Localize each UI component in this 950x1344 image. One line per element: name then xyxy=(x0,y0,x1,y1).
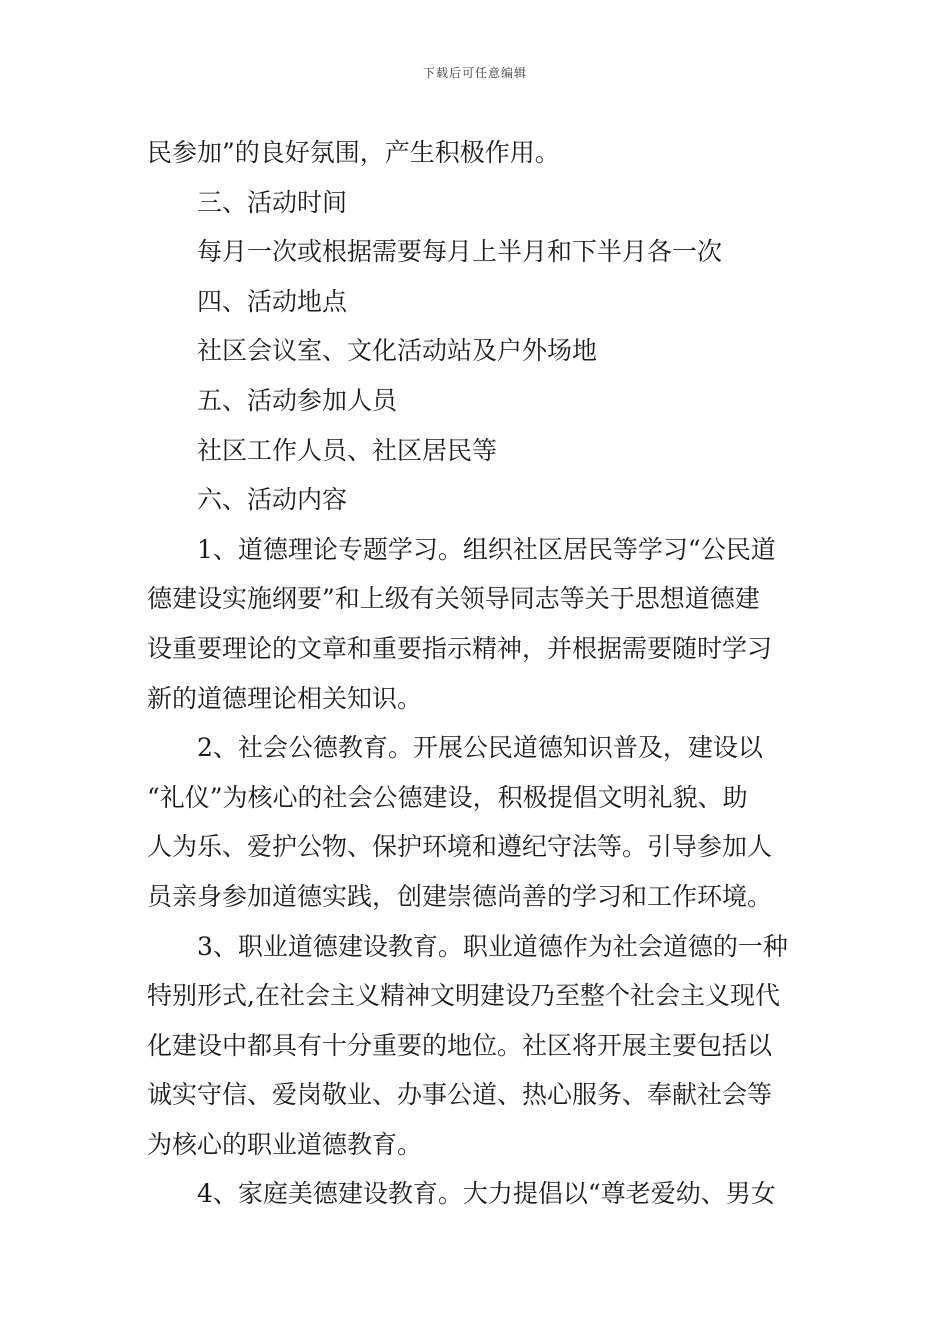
text-line: 为核心的职业道德教育。 xyxy=(147,1129,423,1159)
text-line: 特别形式,在社会主义精神文明建设乃至整个社会主义现代 xyxy=(147,981,780,1011)
text-line: 社区工作人员、社区居民等 xyxy=(197,435,498,465)
text-line: 化建设中都具有十分重要的地位。社区将开展主要包括以 xyxy=(147,1030,773,1060)
section-heading: 五、活动参加人员 xyxy=(197,385,398,415)
text-line: 新的道德理论相关知识。 xyxy=(147,683,423,713)
text-line: “礼仪”为核心的社会公德建设，积极提倡文明礼貌、助 xyxy=(147,782,748,812)
text-line: 人为乐、爱护公物、保护环境和遵纪守法等。引导参加人 xyxy=(147,832,773,862)
text-line: 1、道德理论专题学习。组织社区居民等学习“公民道 xyxy=(197,534,776,564)
text-line: 4、家庭美德建设教育。大力提倡以“尊老爱幼、男女 xyxy=(197,1179,776,1209)
text-line: 每月一次或根据需要每月上半月和下半月各一次 xyxy=(197,237,723,267)
text-line: 诚实守信、爱岗敬业、办事公道、热心服务、奉献社会等 xyxy=(147,1080,773,1110)
section-heading: 三、活动时间 xyxy=(197,187,348,217)
text-line: 员亲身参加道德实践，创建崇德尚善的学习和工作环境。 xyxy=(147,881,773,911)
text-line: 德建设实施纲要”和上级有关领导同志等关于思想道德建 xyxy=(147,584,760,614)
text-line: 设重要理论的文章和重要指示精神，并根据需要随时学习 xyxy=(147,633,773,663)
text-line: 民参加”的良好氛围，产生积极作用。 xyxy=(147,138,560,167)
text-line: 2、社会公德教育。开展公民道德知识普及，建设以 xyxy=(197,733,763,763)
text-line: 社区会议室、文化活动站及户外场地 xyxy=(197,336,598,366)
text-line: 3、职业道德建设教育。职业道德作为社会道德的一种 xyxy=(197,931,788,961)
section-heading: 四、活动地点 xyxy=(197,286,348,316)
document-body xyxy=(147,128,807,1219)
section-heading: 六、活动内容 xyxy=(197,485,348,515)
page-header: 下载后可任意编辑 xyxy=(422,66,527,80)
